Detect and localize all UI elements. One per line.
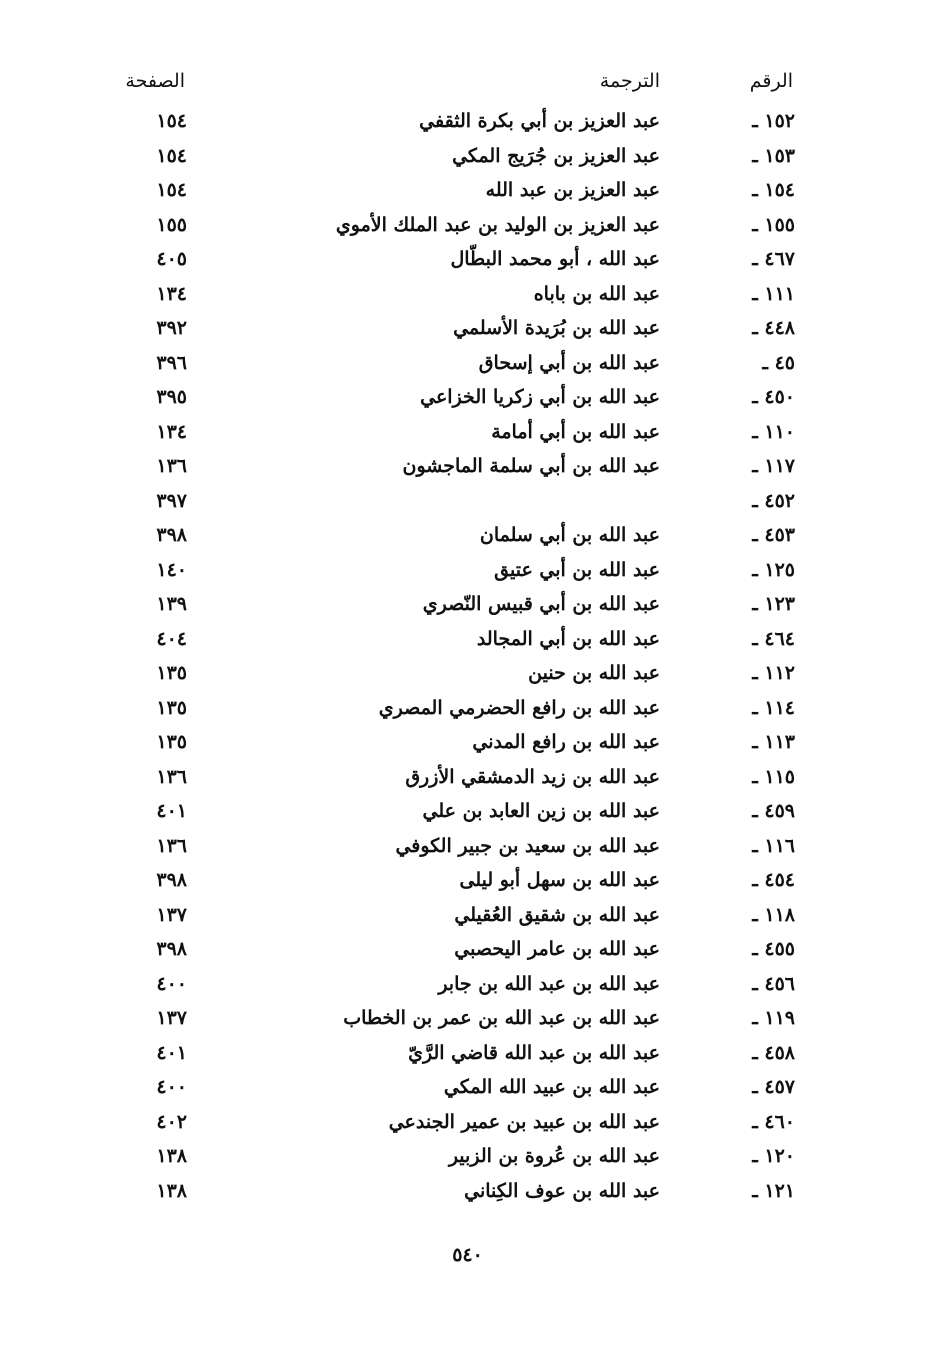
table-row [0, 1072, 935, 1107]
entry-number: ١٥٢ ـ [752, 110, 795, 132]
entry-name: عبد الله بن عوف الكِناني [464, 1179, 660, 1202]
table-row [0, 175, 935, 210]
table-row [0, 382, 935, 417]
entry-number: ١١٤ ـ [752, 696, 795, 719]
entry-page: ١٣٦ [156, 455, 187, 477]
entry-number: ١٥٤ ـ [752, 179, 795, 201]
entry-number: ١١٧ ـ [752, 455, 795, 477]
entry-name: عبد العزيز بن عبد الله [485, 179, 660, 201]
entry-page: ١٥٥ [156, 213, 187, 236]
entry-number: ١٢٥ ـ [752, 558, 795, 581]
table-row [0, 1141, 935, 1176]
entry-number: ١١٠ ـ [752, 420, 795, 443]
table-row [0, 1038, 935, 1073]
entry-name: عبد الله بن أبي عتيق [494, 558, 660, 581]
entry-number: ٤٦٤ ـ [752, 627, 795, 650]
entry-name: عبد الله بن أبي زكريا الخزاعي [420, 386, 660, 408]
entry-name: عبد الله بن بُرَيدة الأسلمي [453, 317, 660, 339]
entry-page: ٤٠٠ [156, 1076, 187, 1098]
table-row [0, 106, 935, 141]
entry-page: ١٣٤ [156, 420, 187, 443]
entry-number: ٤٥٤ ـ [752, 869, 795, 891]
entry-number: ٤٦٠ ـ [752, 1110, 795, 1133]
table-row [0, 624, 935, 659]
table-row [0, 658, 935, 693]
table-row [0, 348, 935, 383]
table-row [0, 141, 935, 176]
entry-page: ٣٩٥ [156, 386, 187, 408]
entry-page: ٣٩٨ [156, 524, 187, 546]
entry-page: ٤٠١ [156, 800, 187, 822]
entry-name: عبد الله ، أبو محمد البطّال [450, 248, 660, 270]
entry-name: عبد الله بن رافع الحضرمي المصري [378, 696, 660, 719]
entry-page: ١٥٤ [156, 110, 187, 132]
entry-number: ١١٢ ـ [752, 662, 795, 684]
entry-number: ١٢٣ ـ [752, 593, 795, 615]
table-row [0, 865, 935, 900]
page-number: ٥٤٠ [452, 1244, 483, 1266]
entry-page: ١٤٠ [156, 558, 187, 581]
entry-number: ٤٤٨ ـ [752, 317, 795, 339]
entry-number: ٤٥٧ ـ [752, 1076, 795, 1098]
entry-number: ١٥٣ ـ [752, 144, 795, 167]
entry-name: عبد الله بن عبد الله قاضي الرَّيّ [408, 1041, 660, 1064]
entry-number: ٤٥٦ ـ [752, 972, 795, 995]
entry-number: ٤٦٧ ـ [752, 248, 795, 270]
table-header [0, 70, 935, 104]
entry-name: عبد الله بن زيد الدمشقي الأزرق [405, 765, 660, 788]
entry-name: عبد الله بن سهل أبو ليلى [459, 869, 660, 891]
entry-page: ١٣٧ [156, 903, 187, 926]
table-row [0, 727, 935, 762]
entry-page: ١٣٩ [156, 593, 187, 615]
entry-page: ١٣٥ [156, 731, 187, 753]
entry-name: عبد الله بن عبيد الله المكي [443, 1076, 660, 1098]
table-row [0, 486, 935, 521]
header-page: الصفحة [125, 70, 185, 92]
entry-page: ٣٩٧ [156, 489, 187, 512]
entry-number: ١١٣ ـ [752, 731, 795, 753]
entry-name: عبد الله بن أبي المجالد [476, 627, 660, 650]
table-row [0, 555, 935, 590]
entry-number: ٤٥ ـ [762, 351, 795, 374]
header-number: الرقم [749, 70, 793, 92]
entry-number: ٤٥٢ ـ [752, 489, 795, 512]
entry-page: ١٣٨ [156, 1145, 187, 1167]
entry-number: ٤٥٥ ـ [752, 938, 795, 960]
entry-name: عبد العزيز بن جُرَيج المكي [452, 144, 660, 167]
entry-name: عبد الله بن عامر اليحصبي [454, 938, 660, 960]
entry-name: عبد الله بن أبي أمامة [491, 420, 660, 443]
entry-name: عبد العزيز بن أبي بكرة الثقفي [419, 110, 660, 132]
entry-page: ١٣٤ [156, 282, 187, 305]
entry-name: عبد الله بن أبي سلمة الماجشون [402, 455, 660, 477]
entry-name: عبد الله بن شقيق العُقيلي [454, 903, 660, 926]
table-row [0, 589, 935, 624]
entry-page: ٣٩٨ [156, 938, 187, 960]
entry-name: عبد الله بن أبي إسحاق [478, 351, 660, 374]
entry-number: ٤٥٣ ـ [752, 524, 795, 546]
table-row [0, 831, 935, 866]
index-table [0, 106, 935, 1210]
table-row [0, 934, 935, 969]
entry-number: ١١١ ـ [752, 282, 795, 305]
table-row [0, 451, 935, 486]
entry-page: ٤٠٠ [156, 972, 187, 995]
table-row [0, 1107, 935, 1142]
table-row [0, 796, 935, 831]
entry-page: ٤٠١ [156, 1041, 187, 1064]
entry-name: عبد الله بن عبد الله بن جابر [438, 972, 660, 995]
table-row [0, 900, 935, 935]
entry-name: عبد الله بن أبي سلمان [479, 524, 660, 546]
entry-number: ١٥٥ ـ [752, 213, 795, 236]
entry-page: ١٣٥ [156, 696, 187, 719]
entry-number: ٤٥٠ ـ [752, 386, 795, 408]
table-row [0, 1176, 935, 1211]
entry-page: ٣٩٨ [156, 869, 187, 891]
entry-page: ١٣٧ [156, 1007, 187, 1029]
entry-name: عبد الله بن باباه [533, 282, 660, 305]
table-row [0, 313, 935, 348]
entry-page: ١٣٦ [156, 834, 187, 857]
entry-page: ١٥٤ [156, 179, 187, 201]
entry-number: ١٢٠ ـ [752, 1145, 795, 1167]
entry-number: ٤٥٩ ـ [752, 800, 795, 822]
table-row [0, 520, 935, 555]
table-row [0, 210, 935, 245]
entry-page: ١٣٨ [156, 1179, 187, 1202]
entry-page: ١٣٦ [156, 765, 187, 788]
entry-page: ١٥٤ [156, 144, 187, 167]
entry-page: ٣٩٦ [156, 351, 187, 374]
entry-name: عبد الله بن أبي قبيس النّصري [422, 593, 660, 615]
table-row [0, 693, 935, 728]
table-row [0, 762, 935, 797]
entry-number: ١١٥ ـ [752, 765, 795, 788]
entry-number: ١١٩ ـ [752, 1007, 795, 1029]
entry-number: ٤٥٨ ـ [752, 1041, 795, 1064]
entry-page: ١٣٥ [156, 662, 187, 684]
entry-page: ٤٠٢ [156, 1110, 187, 1133]
table-row [0, 279, 935, 314]
entry-page: ٣٩٢ [156, 317, 187, 339]
entry-name: عبد الله بن حنين [528, 662, 660, 684]
entry-number: ١١٦ ـ [752, 834, 795, 857]
entry-name: عبد الله بن عُروة بن الزبير [448, 1145, 660, 1167]
entry-name: عبد الله بن رافع المدني [472, 731, 660, 753]
entry-name: عبد الله بن زين العابد بن علي [422, 800, 660, 822]
entry-number: ١٢١ ـ [752, 1179, 795, 1202]
entry-name: عبد الله بن سعيد بن جبير الكوفي [395, 834, 660, 857]
table-row [0, 417, 935, 452]
entry-page: ٤٠٤ [156, 627, 187, 650]
entry-number: ١١٨ ـ [752, 903, 795, 926]
table-row [0, 244, 935, 279]
entry-name: عبد الله بن عبد الله بن عمر بن الخطاب [343, 1007, 660, 1029]
entry-page: ٤٠٥ [156, 248, 187, 270]
table-row [0, 1003, 935, 1038]
table-row [0, 969, 935, 1004]
entry-name: عبد الله بن عبيد بن عمير الجندعي [388, 1110, 660, 1133]
header-name: الترجمة [599, 70, 660, 92]
entry-name: عبد العزيز بن الوليد بن عبد الملك الأموي [335, 213, 660, 236]
